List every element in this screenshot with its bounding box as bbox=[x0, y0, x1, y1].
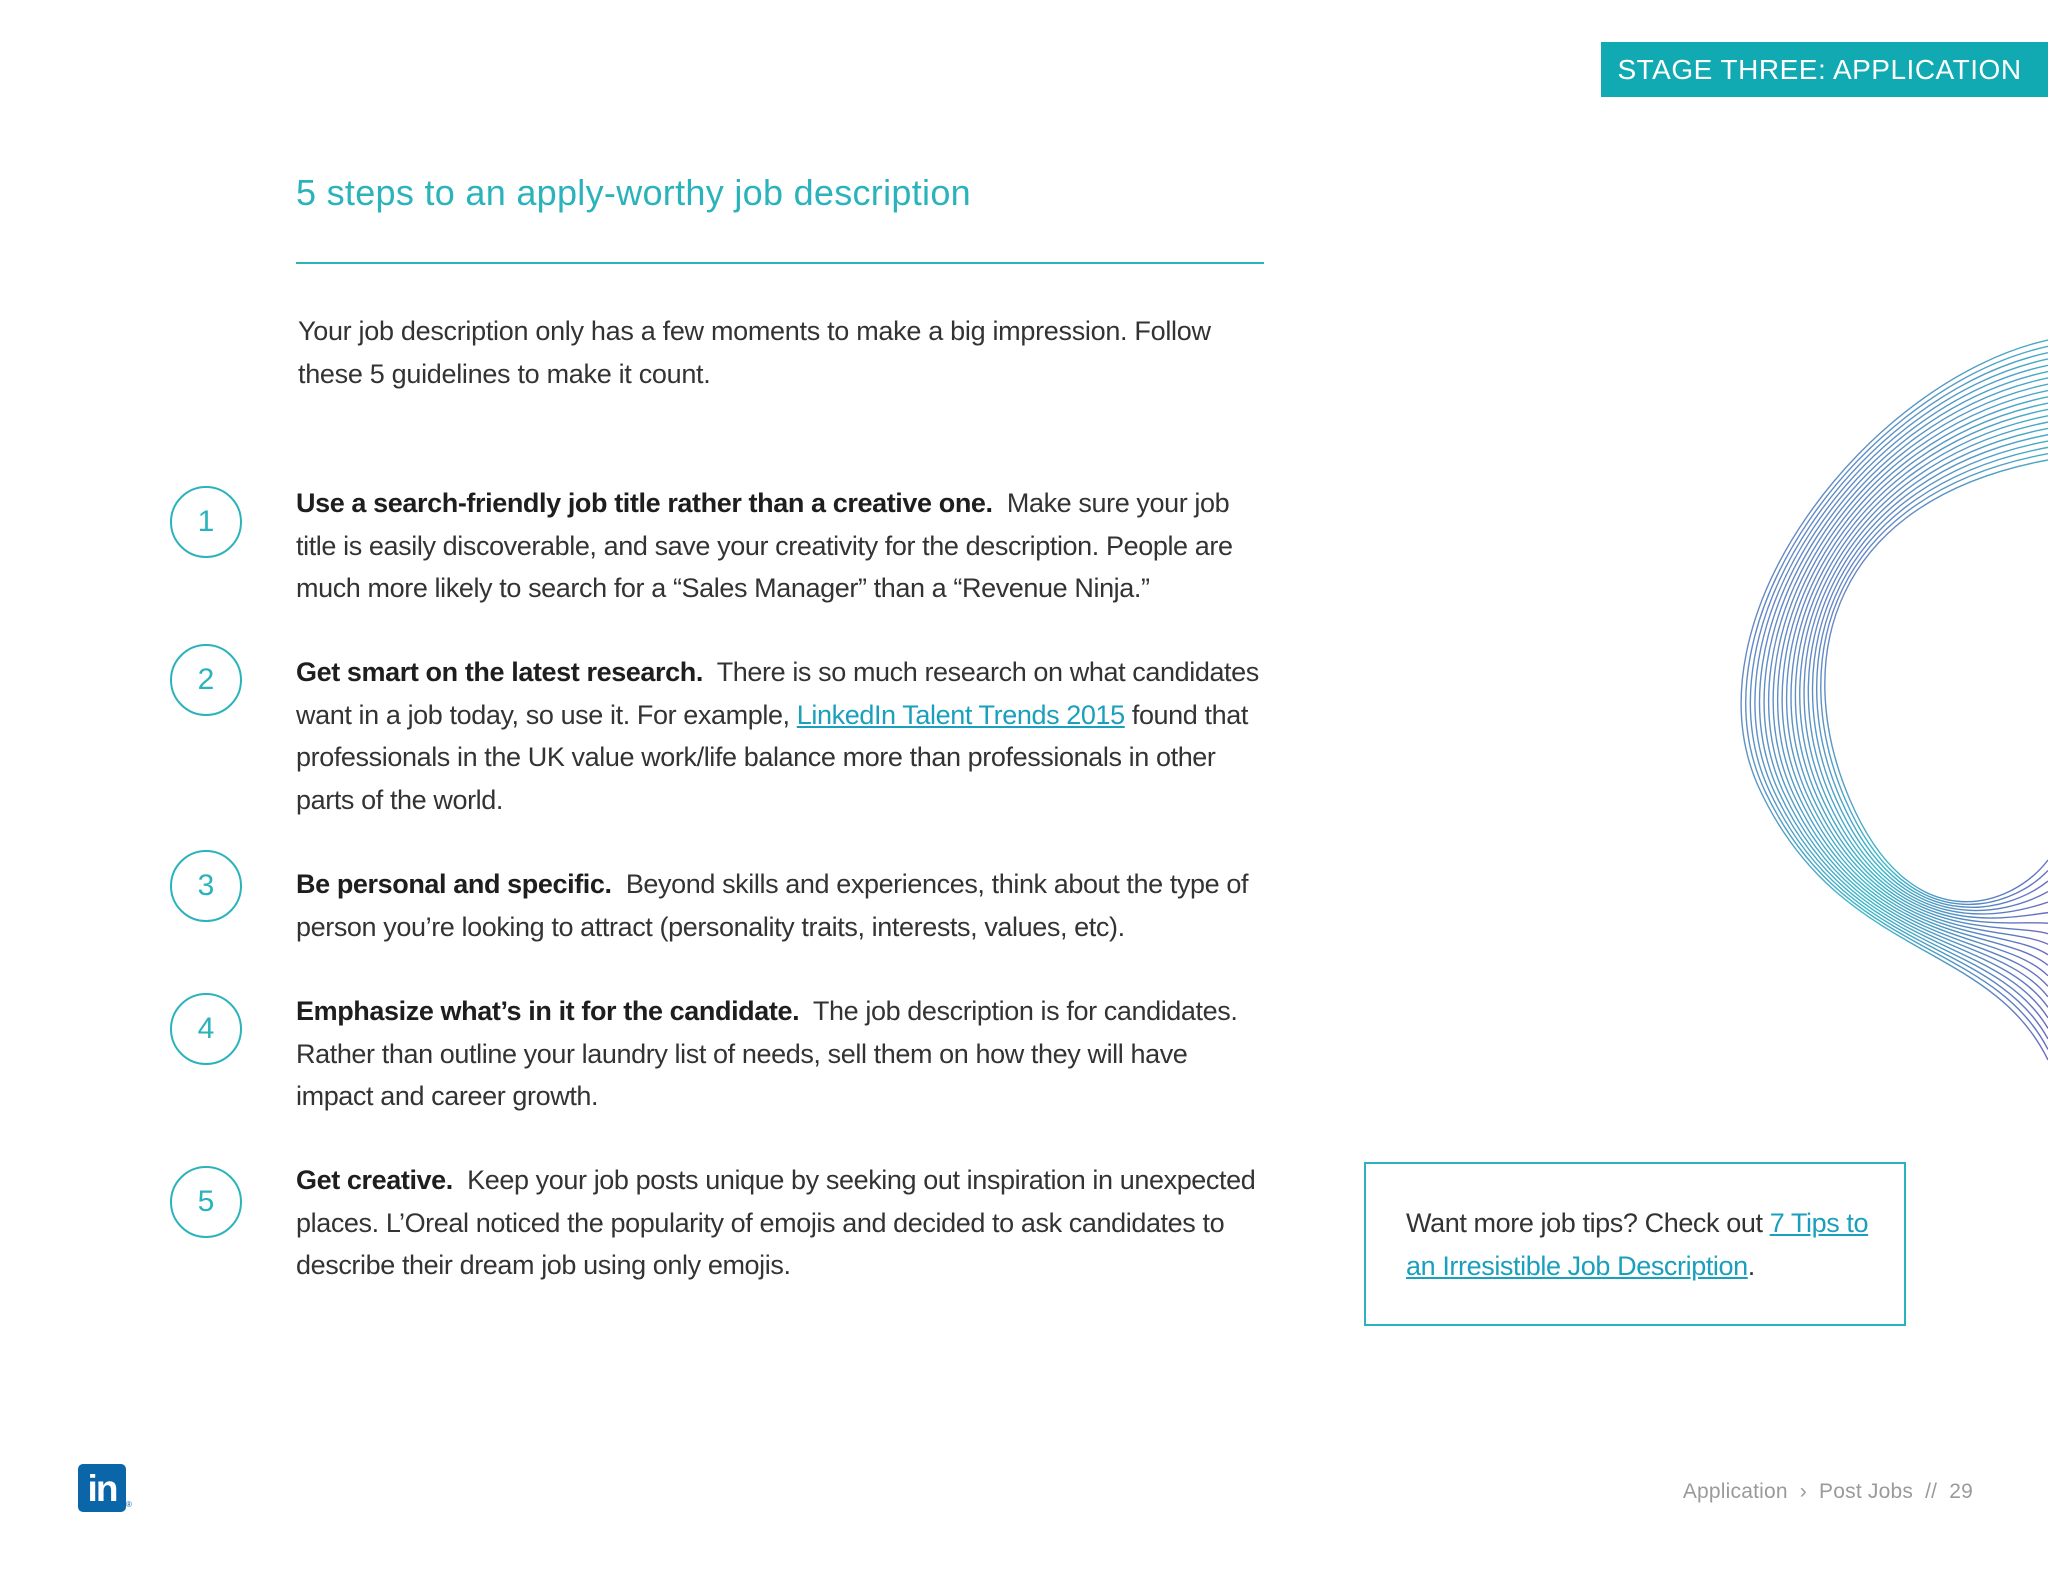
wave-line bbox=[1817, 447, 2048, 907]
tip-box bbox=[1364, 1162, 1906, 1326]
talent-trends-link[interactable]: LinkedIn Talent Trends 2015 bbox=[796, 699, 1125, 730]
page-title: 5 steps to an apply-worthy job description bbox=[296, 172, 971, 213]
seven-tips-link[interactable]: 7 Tips to an Irresistible Job Description bbox=[1406, 1208, 1869, 1281]
step-heading: Be personal and specific. bbox=[296, 869, 612, 899]
footer-section: Application bbox=[1682, 1480, 1788, 1503]
footer-subsection: Post Jobs bbox=[1819, 1480, 1914, 1503]
tip-text bbox=[1406, 1202, 1876, 1288]
step-heading: Use a search-friendly job title rather than a creative one. bbox=[296, 488, 993, 518]
title-divider bbox=[296, 262, 1264, 264]
step-body: Beyond skills and experiences, think about the type of person you’re looking to attract (personality traits, interests, values, etc). bbox=[296, 869, 1249, 942]
footer-breadcrumb bbox=[1680, 1480, 1976, 1504]
step-text bbox=[296, 651, 1266, 821]
step-heading: Emphasize what’s in it for the candidate. bbox=[296, 996, 800, 1026]
step-number-circle: 3 bbox=[170, 850, 242, 922]
wave-line bbox=[1782, 397, 2048, 965]
wave-line bbox=[1808, 435, 2048, 914]
registered-mark: ® bbox=[126, 1500, 132, 1509]
step-body: Keep your job posts unique by seeking out inspiration in unexpected places. L’Oreal noticed the popularity of emojis and decided to ask candidates to describe their dream job using only emojis. bbox=[296, 1165, 1256, 1280]
tip-text-after: . bbox=[1747, 1251, 1755, 1281]
step-body-before: There is so much research on what candidates want in a job today, so use it. For example, bbox=[296, 657, 1259, 730]
step-text bbox=[296, 990, 1266, 1118]
wave-line bbox=[1825, 460, 2048, 902]
wave-line bbox=[1813, 441, 2048, 910]
step-body: Make sure your job title is easily discoverable, and save your creativity for the description. People are much more likely to search for a “Sales Manager” than a “Revenue Ninja.” bbox=[296, 488, 1233, 603]
step-text bbox=[296, 1159, 1266, 1287]
wave-line bbox=[1804, 428, 2048, 918]
step-text bbox=[296, 482, 1266, 610]
step-number-circle: 5 bbox=[170, 1166, 242, 1238]
wave-line bbox=[1800, 422, 2048, 923]
step-body: The job description is for candidates. Rather than outline your laundry list of needs, sell them on how they will have impact and career growth. bbox=[296, 996, 1238, 1111]
intro-paragraph: Your job description only has a few moments to make a big impression. Follow these 5 guidelines to make it count. bbox=[298, 316, 1211, 389]
step-heading: Get smart on the latest research. bbox=[296, 657, 703, 687]
step-heading: Get creative. bbox=[296, 1165, 453, 1195]
step-text bbox=[296, 863, 1266, 948]
stage-tag: STAGE THREE: APPLICATION bbox=[1601, 42, 2048, 97]
linkedin-logo: in bbox=[78, 1464, 126, 1512]
page-number: 29 bbox=[1949, 1480, 1973, 1503]
step-number-circle: 2 bbox=[170, 644, 242, 716]
footer-divider: // bbox=[1925, 1480, 1938, 1503]
step-body-after: found that professionals in the UK value work/life balance more than professionals in other parts of the world. bbox=[296, 699, 1248, 815]
wave-line bbox=[1821, 454, 2048, 905]
wave-line bbox=[1787, 403, 2048, 955]
step-number-circle: 4 bbox=[170, 993, 242, 1065]
footer-separator: › bbox=[1799, 1480, 1807, 1503]
tip-text-before: Want more job tips? Check out bbox=[1406, 1208, 1763, 1238]
decorative-wave-lines bbox=[1700, 320, 2048, 1080]
step-number-circle: 1 bbox=[170, 486, 242, 558]
